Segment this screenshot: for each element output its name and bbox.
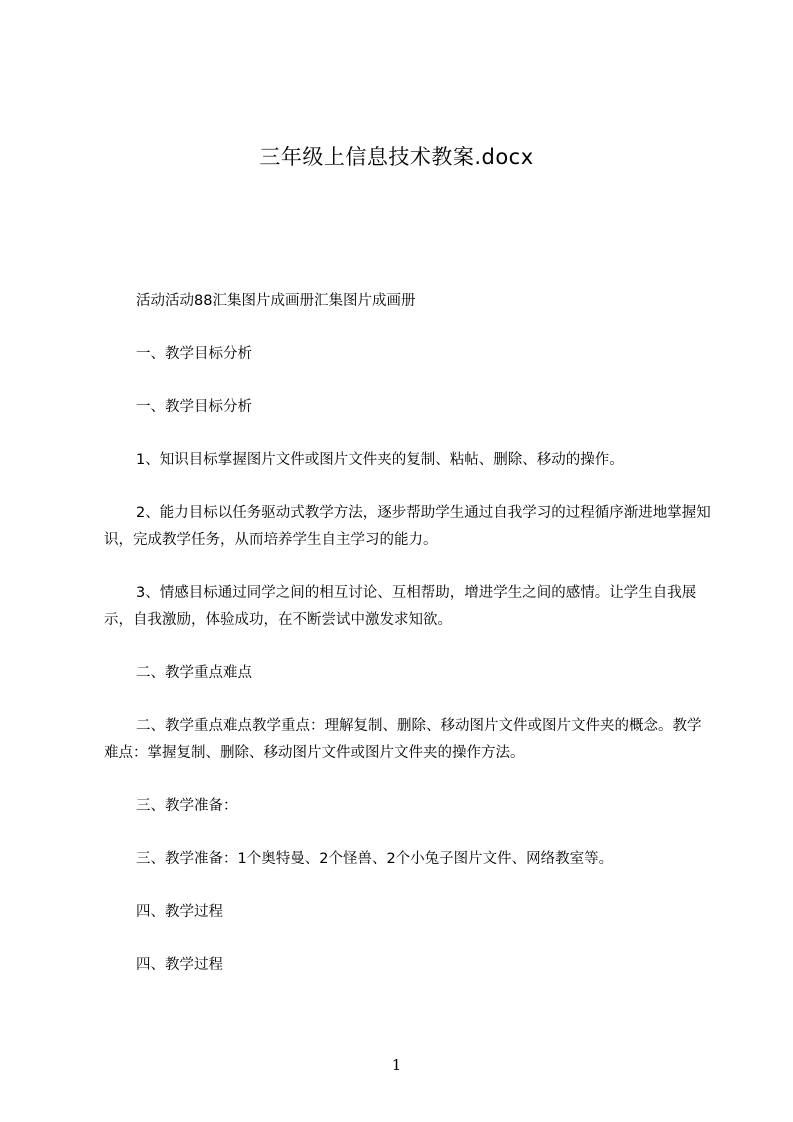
emotion-objective-paragraph: 3、情感目标通过同学之间的相互讨论、互相帮助，增进学生之间的感情。让学生自我展示，自我激励，体验成功，在不断尝试中激发求知欲。 <box>104 585 697 628</box>
key-points-paragraph: 二、教学重点难点教学重点：理解复制、删除、移动图片文件或图片文件夹的概念。教学难点：掌握复制、删除、移动图片文件或图片文件夹的操作方法。 <box>104 718 702 761</box>
section-heading-process-repeat: 四、教学过程 <box>136 957 223 973</box>
section-heading-objectives-repeat: 一、教学目标分析 <box>136 399 252 415</box>
preparation-paragraph: 三、教学准备：1个奥特曼、2个怪兽、2个小兔子图片文件、网络教室等。 <box>136 851 614 867</box>
section-heading-process: 四、教学过程 <box>136 904 223 920</box>
section-heading-preparation: 三、教学准备： <box>136 798 238 814</box>
section-heading-objectives: 一、教学目标分析 <box>136 346 252 362</box>
document-title: 三年级上信息技术教案.docx <box>259 145 534 169</box>
ability-objective-paragraph: 2、能力目标以任务驱动式教学方法，逐步帮助学生通过自我学习的过程循序渐进地掌握知识，完成教学任务，从而培养学生自主学习的能力。 <box>104 505 711 548</box>
knowledge-objective-paragraph: 1、知识目标掌握图片文件或图片文件夹的复制、粘帖、删除、移动的操作。 <box>136 452 624 468</box>
activity-heading: 活动活动88汇集图片成画册汇集图片成画册 <box>136 293 416 309</box>
page-number: 1 <box>391 1056 402 1074</box>
section-heading-key-points: 二、教学重点难点 <box>136 665 252 681</box>
